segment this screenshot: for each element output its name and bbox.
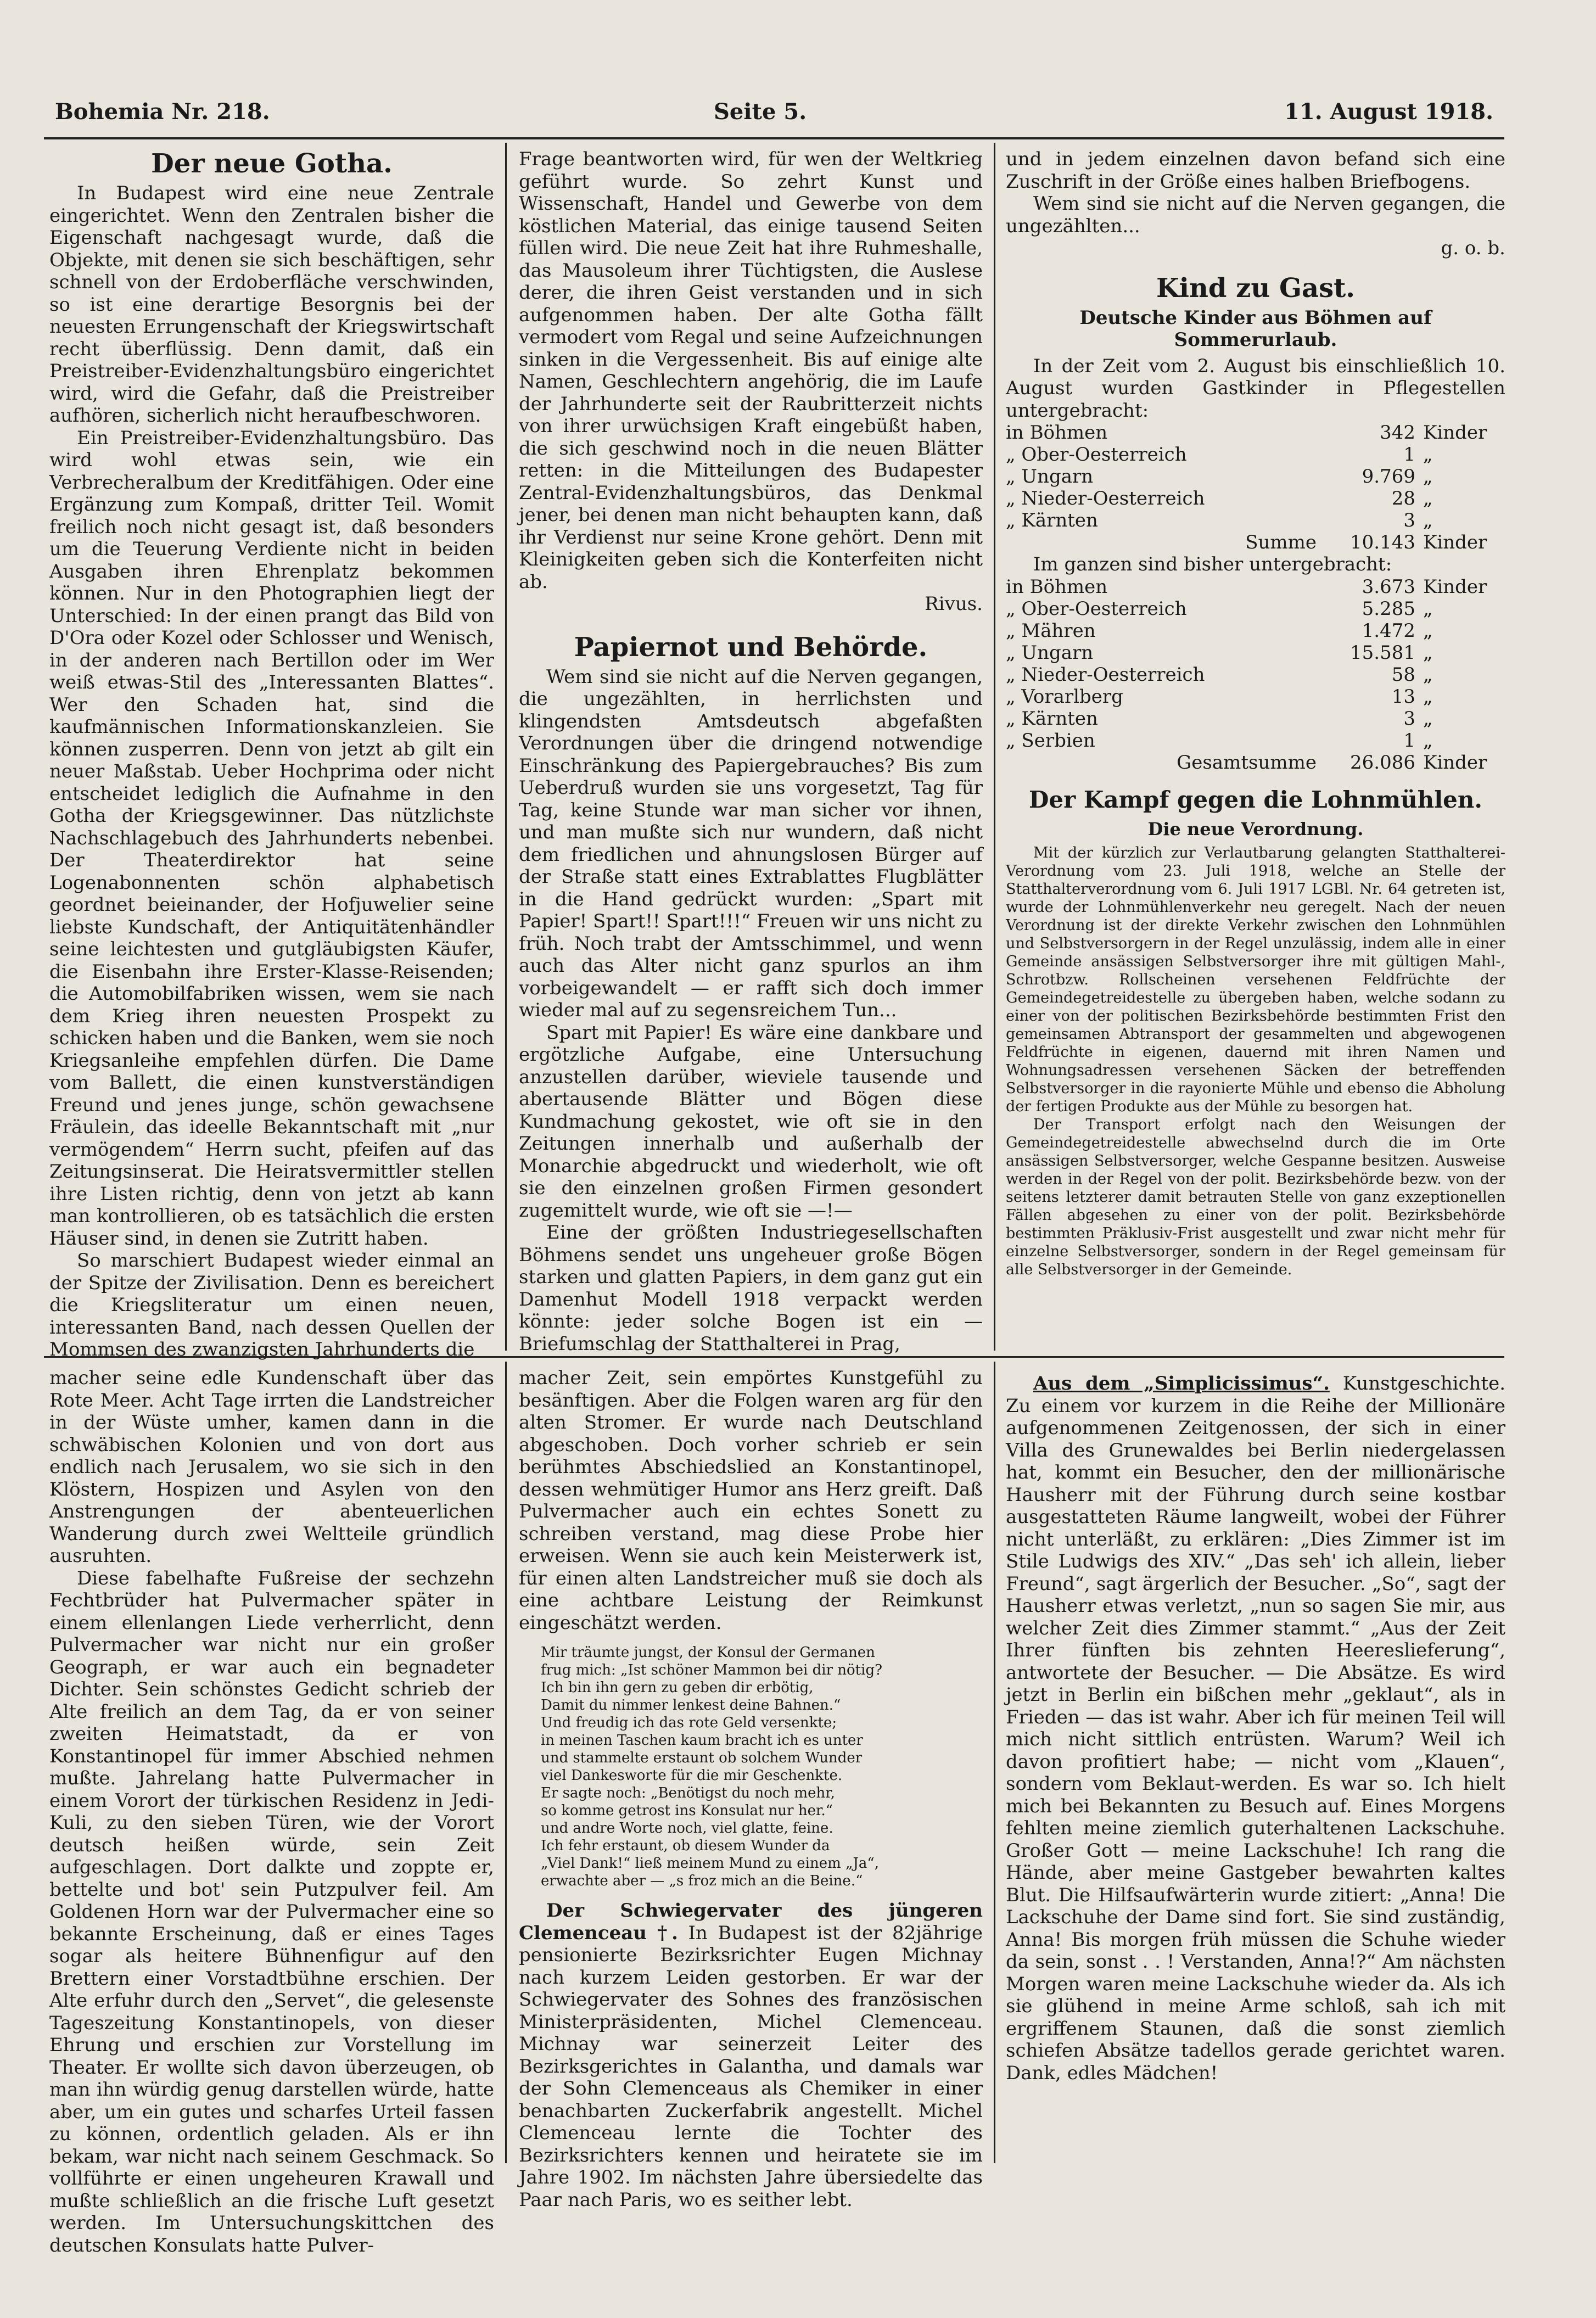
- paragraph: Im ganzen sind bisher untergebracht:: [1033, 553, 1392, 575]
- paragraph: [1006, 1373, 1505, 2084]
- article-title: Kind zu Gast.: [1156, 272, 1355, 304]
- table-cell-number: 1.472: [1362, 619, 1415, 642]
- table-row: [1006, 708, 1505, 730]
- page-header: [55, 99, 1493, 132]
- table-cell-place: in Böhmen: [1006, 422, 1108, 444]
- table-cell-unit: „: [1423, 663, 1433, 686]
- column-rule-2: [994, 143, 995, 1351]
- column-rule-4: [994, 1362, 995, 2163]
- paragraph: Der Transport erfolgt nach den Weisungen der Gemeindegetreidestelle abwechselnd durch die im Orte ansässigen Selbstversorger, welche Gespanne besitzen. Ausweise werden in der Regel von der polit. Bezirksbehörde bezw. von der seitens letzterer damit betrauten Stelle von ganz exzeptionellen Fällen abgesehen zu einer von der polit. Bezirksbehörde bestimmten Präklusiv-Frist ausgestellt und zwar nicht mehr für einzelne Selbstversorger, sondern in der Regel gemeinsam für alle Selbstversorger in der Gemeinde.: [1006, 1116, 1505, 1278]
- table-cell-unit: „: [1423, 488, 1433, 509]
- statistics-table-1: [1006, 422, 1505, 553]
- poem-line: und andre Worte noch, viel glatte, feine.: [541, 1820, 833, 1837]
- paragraph: Wem sind sie nicht auf die Nerven gegangen, die ungezählten, in herrlichsten und klingendsten Amtsdeutsch abgefaßten Verordnungen über die dringend notwendige Einschränkung des Papiergebrauches? Bis zum Ueberdruß wurden sie uns vorgesetzt, Tag für Tag, keine Stunde war man sicher vor ihnen, und man mußte sich nur wundern, daß nicht dem friedlichen und ahnungslosen Bürger auf der Straße statt eines Extrablattes Flugblätter in die Hand gedrückt wurden: „Spart mit Papier! Spart!! Spart!!!“ Freuen wir uns nicht zu früh. Noch trabt der Amtsschimmel, und wenn auch das Alter nicht ganz spurlos an ihm vorbeigewandelt — er rafft sich doch immer wieder mal auf zu segensreichem Tun...: [519, 665, 983, 1021]
- header-rule: [44, 137, 1504, 139]
- news-text: Kunstgeschichte. Zu einem vor kurzem in die Reihe der Millionäre aufgenommenen Zeitgenossen, der sich in einer Villa des Grunewaldes bei Berlin niedergelassen hat, kommt ein Besucher, den der millionärische Hausherr mit der Führung durch seine kostbar ausgestatteten Räume langweilt, wobei der Führer nicht unterläßt, zu erklären: „Dies Zimmer ist im Stile Ludwigs des XIV.“ „Das seh' ich allein, lieber Freund“, sagt ärgerlich der Besucher. „So“, sagt der Hausherr etwas verletzt, „nun so sagen Sie mir, aus welcher Zeit dies Zimmer stammt.“ „Aus der Zeit Ihrer fünften bis zehnten Heereslieferung“, antwortete der Besucher. — Die Absätze. Es wird jetzt in Berlin ein bißchen mehr „geklaut“, als in Frieden — das ist wahr. Aber ich für meinen Teil will mich nicht sittlich entrüsten. Warum? Weil ich davon profitiert habe; — nicht vom „Klauen“, sondern vom Beklaut-werden. Es war so. Ich hielt mich bei Bekannten zu Besuch auf. Eines Morgens fehlten meine ziemlich guterhaltenen Lackschuhe. Großer Gott — meine Lackschuhe! Ich rang die Hände, aber meine Gastgeber bewahrten kaltes Blut. Die Hilfsaufwärterin wurde zitiert: „Anna! Die Lackschuhe der Dame sind fort. Sie sind zuständig, Anna! Bis morgen früh müssen die Schuhe wieder da sein, sonst . . ! Verstanden, Anna!?“ Am nächsten Morgen waren meine Lackschuhe wieder da. Als ich sie glühend in meine Arme schloß, sah ich mit ergriffenem Staunen, daß die sonst ziemlich schiefen Absätze tadellos gerade gerichtet waren. Dank, edles Mädchen!: [1006, 1373, 1506, 2084]
- paragraph: [519, 1900, 983, 2211]
- table-cell-unit: „: [1423, 597, 1433, 620]
- table-cell-place: „ Mähren: [1006, 619, 1096, 642]
- column-3-top: [1006, 148, 1505, 1351]
- table-cell-place: „ Ungarn: [1006, 466, 1094, 488]
- paragraph: Diese fabelhafte Fußreise der sechzehn Fechtbrüder hat Pulvermacher später in einem ellenlangen Liede verherrlicht, denn Pulvermacher war nicht nur ein großer Geograph, er war auch ein begnadeter Dichter. Sein schönstes Gedicht schrieb der Alte freilich an dem Tag, da er von seiner zweiten Heimatstadt, da er von Konstantinopel für immer Abschied nehmen mußte. Jahrelang hatte Pulvermacher in einem Vorort der türkischen Residenz in Jedi-Kuli, zu den sieben Türen, wie der Vorort deutsch heißen würde, sein Zeit aufgeschlagen. Dort dalkte und zoppte er, bettelte und bot' sein Putzpulver feil. Am Goldenen Horn war der Pulvermacher eine so bekannte Erscheinung, daß er eines Tages sogar als heitere Bühnenfigur auf den Brettern einer Vorstadtbühne erschien. Der Alte erfuhr durch den „Servet“, die gelesenste Tageszeitung Konstantinopels, von dieser Ehrung und erschien zur Vorstellung im Theater. Er wollte sich davon überzeugen, ob man ihn würdig genug darstellen würde, hatte aber, um ein gutes und scharfes Urteil fassen zu können, ordentlich geladen. Als er ihn bekam, war nicht nach seinem Geschmack. So vollführte er einen ungeheuren Krawall und mußte schließlich an die frische Luft gesetzt werden. Im Untersuchungskittchen des deutschen Konsulats hatte Pulver-: [49, 1567, 494, 2257]
- poem-line: „Viel Dank!“ ließ meinem Mund zu einem „Ja“,: [541, 1855, 879, 1872]
- poem-line: Ich bin ihn gern zu geben dir erbötig,: [541, 1679, 814, 1696]
- table-cell-place: „ Nieder-Oesterreich: [1006, 488, 1205, 509]
- paragraph: macher seine edle Kundenschaft über das Rote Meer. Acht Tage irrten die Landstreicher in der Wüste umher, kamen dann in die schwäbischen Kolonien und von dort aus endlich nach Jerusalem, wo sie sich in den Klöstern, Hospizen und Asylen von den Anstrengungen der abenteuerlichen Wanderung durch zwei Weltteile gründlich ausruhten.: [49, 1367, 494, 1567]
- table-row: [1006, 598, 1505, 620]
- poem-line: Mir träumte jungst, der Konsul der Germanen: [541, 1644, 875, 1661]
- paragraph: Spart mit Papier! Es wäre eine dankbare und ergötzliche Aufgabe, eine Untersuchung anzustellen darüber, wieviele tausende und abertausende Blätter und Bögen diese Kundmachung gekostet, wie oft sie in den Zeitungen innerhalb und außerhalb der Monarchie abgedruckt und wiederholt, wie oft sie den einzelnen großen Firmen gesondert zugemittelt wurde, wie oft sie —!—: [519, 1021, 983, 1222]
- table-cell-place: „ Nieder-Oesterreich: [1006, 663, 1205, 686]
- table-cell-unit: „: [1423, 685, 1433, 708]
- author-signature: g. o. b.: [1441, 237, 1505, 259]
- table-cell-number: 1: [1403, 729, 1415, 752]
- table-cell-place: „ Ober-Oesterreich: [1006, 444, 1187, 466]
- sum-label: Gesamtsumme: [1177, 751, 1317, 774]
- poem: [541, 1644, 983, 1890]
- header-page-number: Seite 5.: [714, 99, 807, 125]
- table-row: [1006, 509, 1505, 531]
- table-cell-number: 1: [1403, 444, 1415, 466]
- table-cell-number: 58: [1391, 663, 1415, 686]
- poem-line: in meinen Taschen kaum bracht ich es unter: [541, 1732, 863, 1749]
- table-cell-place: „ Ungarn: [1006, 641, 1094, 664]
- table-cell-number: 28: [1391, 488, 1415, 509]
- poem-line: Und freudig ich das rote Geld versenkte;: [541, 1715, 837, 1731]
- table-cell-number: 13: [1391, 685, 1415, 708]
- table-cell-number: 15.581: [1350, 641, 1415, 664]
- news-text: In Budapest ist der 82jährige pensionierte Bezirksrichter Eugen Michnay nach kurzem Leiden gestorben. Er war der Schwiegervater des Sohnes des französischen Ministerpräsidenten, Michel Clemenceau. Michnay war seinerzeit Leiter des Bezirksgerichtes in Galantha, und damals war der Sohn Clemenceaus als Chemiker in einer benachbarten Zuckerfabrik angestellt. Michel Clemenceau lernte die Tochter des Bezirksrichters kennen und heiratete sie im Jahre 1902. Im nächsten Jahre übersiedelte das Paar nach Paris, wo es seither lebt.: [519, 1922, 983, 2211]
- author-signature: Rivus.: [925, 593, 983, 615]
- header-date: 11. August 1918.: [1284, 99, 1493, 125]
- paragraph: macher Zeit, sein empörtes Kunstgefühl zu besänftigen. Aber die Folgen waren arg für den alten Stromer. Er wurde nach Deutschland abgeschoben. Doch vorher schrieb er sein berühmtes Abschiedslied an Konstantinopel, dessen wehmütiger Humor ans Herz greift. Daß Pulvermacher auch ein echtes Sonett zu schreiben verstand, mag diese Probe hier erweisen. Wenn sie auch kein Meisterwerk ist, für einen alten Landstreicher muß sie doch als eine achtbare Leistung der Reimkunst eingeschätzt werden.: [519, 1367, 983, 1634]
- sum-label: Summe: [1245, 531, 1317, 553]
- news-lead: Aus dem „Simplicissimus“.: [1033, 1373, 1330, 1395]
- table-row: [1006, 488, 1505, 509]
- table-cell-unit: „: [1423, 707, 1433, 730]
- table-row: [1006, 664, 1505, 686]
- poem-line: Er sagte noch: „Benötigst du noch mehr,: [541, 1785, 836, 1801]
- sum-unit: Kinder: [1423, 751, 1487, 774]
- poem-line: viel Dankesworte für die mir Geschenkte.: [541, 1767, 843, 1784]
- article-subtitle: Deutsche Kinder aus Böhmen auf Sommerurlaub.: [1079, 306, 1432, 351]
- table-cell-place: „ Ober-Oesterreich: [1006, 597, 1187, 620]
- table-row: [1006, 466, 1505, 488]
- news-lead: Der Schwiegervater des jüngeren Clemenceau †.: [519, 1900, 983, 1944]
- table-cell-unit: „: [1423, 619, 1433, 642]
- paragraph: Frage beantworten wird, für wen der Weltkrieg geführt wurde. So zehrt Kunst und Wissenschaft, Handel und Gewerbe von dem köstlichen Material, das einige tausend Seiten füllen wird. Die neue Zeit hat ihre Ruhmeshalle, das Mausoleum ihrer Tüchtigsten, die Auslese derer, die ihren Geist verstanden und in sich aufgenommen haben. Der alte Gotha fällt vermodert vom Regal und seine Aufzeichnungen sinken in die Vergessenheit. Bis auf einige alte Namen, Geschlechtern angehörig, die im Laufe der Jahrhunderte seit der Raubritterzeit nichts von ihrer urwüchsigen Kraft eingebüßt haben, die sich geschwind noch in die neuen Blätter retten: in die Mitteilungen des Budapester Zentral-Evidenzhaltungsbüros, das Denkmal jener, bei denen man nicht behaupten kann, daß ihr Verdienst nur seine Krone gehört. Denn mit Kleinigkeiten geben sich die Konterfeiten nicht ab.: [519, 148, 983, 593]
- table-cell-unit: „: [1423, 641, 1433, 664]
- header-paper-number: Bohemia Nr. 218.: [55, 99, 270, 125]
- article-title: Papiernot und Behörde.: [574, 631, 928, 663]
- table-cell-unit: „: [1423, 444, 1433, 466]
- column-2-top: [519, 148, 983, 1355]
- article-subtitle: Die neue Verordnung.: [1147, 818, 1364, 839]
- newspaper-page: [44, 82, 1559, 2273]
- paragraph: In Budapest wird eine neue Zentrale eingerichtet. Wenn den Zentralen bisher die Eigenschaft nachgesagt wurde, daß die Objekte, mit denen sie sich beschäftigen, sehr schnell von der Erdoberfläche verschwinden, so ist eine derartige Besorgnis bei der neuesten Errungenschaft der Kriegswirtschaft recht überflüssig. Denn damit, daß ein Preistreiber-Evidenzhaltungsbüro eingerichtet wird, wird die Gefahr, daß die Preistreiber aufhören, sicherlich nicht heraufbeschworen.: [49, 182, 494, 427]
- paragraph: und in jedem einzelnen davon befand sich eine Zuschrift in der Größe eines halben Briefbogens.: [1006, 148, 1505, 193]
- sum-value: 26.086: [1350, 751, 1415, 774]
- paragraph: Ein Preistreiber-Evidenzhaltungsbüro. Das wird wohl etwas sein, wie ein Verbrecheralbum der Kreditfähigen. Oder eine Ergänzung zum Kompaß, dritter Teil. Womit freilich noch nicht gesagt ist, daß besonders um die Teuerung Verdiente nicht in beiden Ausgaben ihren Ehrenplatz bekommen können. Nur in den Photographien liegt der Unterschied: In der einen prangt das Bild von D'Ora oder Kozel oder Schlosser und Wenisch, in der anderen nach Bertillon oder im Wer weiß etwas-Stil des „Interessanten Blattes“. Wer den Schaden hat, sind die kaufmännischen Informationskanzleien. Sie können zusperren. Denn von jetzt ab gilt ein neuer Maßstab. Ueber Hochprima oder nicht entscheidet lediglich die Aufnahme in den Gotha der Kriegsgewinner. Das nützlichste Nachschlagebuch des Jahrhunderts nebenbei. Der Theaterdirektor hat seine Logenabonnenten schön alphabetisch geordnet beieinander, der Hofjuwelier seine liebste Kundschaft, der Antiquitätenhändler seine leichtesten und gutgläubigsten Käufer, die Eisenbahn ihre Erster-Klasse-Reisenden; die Automobilfabriken wissen, wem sie nach dem Krieg ihren neuesten Prospekt zu schicken haben und die Banken, wem sie noch Kriegsanleihe empfehlen dürfen. Die Dame vom Ballett, die einen kunstverständigen Freund und jenes junge, schön gewachsene Fräulein, das ideelle Bekanntschaft mit „nur vermögendem“ Herrn sucht, pfeifen auf das Zeitungsinserat. Die Heiratsvermittler stellen ihre Listen richtig, denn von jetzt ab kann man kontrollieren, ob es tatsächlich die ersten Häuser sind, in denen sie Zutritt haben.: [49, 427, 494, 1250]
- table-cell-unit: „: [1423, 729, 1433, 752]
- table-cell-number: 3: [1403, 707, 1415, 730]
- table-row: [1006, 686, 1505, 708]
- table-sum-row: [1006, 752, 1505, 774]
- table-row: [1006, 620, 1505, 642]
- statistics-table-2: [1006, 576, 1505, 774]
- table-cell-number: 5.285: [1362, 597, 1415, 620]
- table-cell-place: „ Serbien: [1006, 729, 1095, 752]
- article-der-neue-gotha: [49, 148, 494, 1360]
- bottom-column-3: [1006, 1367, 1505, 2163]
- poem-line: erwachte aber — „s froz mich an die Beine.“: [541, 1873, 863, 1889]
- poem-line: Ich fehr erstaunt, ob diesem Wunder da: [541, 1838, 830, 1854]
- sum-unit: Kinder: [1423, 531, 1487, 553]
- column-rule-3: [505, 1362, 507, 2163]
- table-row: [1006, 444, 1505, 466]
- paragraph: Eine der größten Industriegesellschaften Böhmens sendet uns ungeheuer große Bögen starken und glatten Papiers, in dem ganz gut ein Damenhut Modell 1918 verpackt werden könnte: jeder solche Bogen ist ein — Briefumschlag der Statthalterei in Prag,: [519, 1222, 983, 1355]
- table-row: [1006, 730, 1505, 752]
- poem-line: Damit du nimmer lenkest deine Bahnen.“: [541, 1697, 841, 1714]
- table-cell-place: „ Kärnten: [1006, 707, 1098, 730]
- table-cell-number: 342: [1380, 422, 1415, 444]
- table-row: [1006, 642, 1505, 664]
- table-cell-place: „ Kärnten: [1006, 509, 1098, 531]
- table-cell-unit: Kinder: [1423, 422, 1487, 444]
- table-row: [1006, 576, 1505, 598]
- poem-line: so komme getrost ins Konsulat nur her.“: [541, 1802, 833, 1819]
- table-sum-row: [1006, 531, 1505, 553]
- table-cell-place: „ Vorarlberg: [1006, 685, 1123, 708]
- paragraph: Wem sind sie nicht auf die Nerven gegangen, die ungezählten...: [1006, 193, 1505, 237]
- table-cell-number: 3.673: [1362, 575, 1415, 598]
- poem-line: frug mich: „Ist schöner Mammon bei dir nötig?: [541, 1662, 883, 1678]
- table-cell-number: 3: [1403, 509, 1415, 531]
- table-cell-number: 9.769: [1362, 466, 1415, 488]
- poem-line: und stammelte erstaunt ob solchem Wunder: [541, 1750, 863, 1766]
- bottom-column-1: [49, 1367, 494, 2257]
- table-cell-unit: „: [1423, 466, 1433, 488]
- paragraph: In der Zeit vom 2. August bis einschließlich 10. August wurden Gastkinder in Pflegestellen untergebracht:: [1006, 355, 1505, 422]
- bottom-column-2: [519, 1367, 983, 2211]
- table-cell-place: in Böhmen: [1006, 575, 1108, 598]
- paragraph: Mit der kürzlich zur Verlautbarung gelangten Statthalterei-Verordnung vom 23. Juli 1918, welche an Stelle der Statthalterverordnung vom 6. Juli 1917 LGBl. Nr. 64 getreten ist, wurde der Lohnmühlenverkehr neu geregelt. Nach der neuen Verordnung ist der direkte Verkehr zwischen den Lohnmühlen und Selbstversorgern in der Regel unzulässig, indem alle in einer Gemeinde ansässigen Selbstversorger ihre mit gültigen Mahl-, Schrotbzw. Rollscheinen versehenen Feldfrüchte der Gemeindegetreidestelle zu übergeben haben, welche sodann zu einer von der politischen Bezirksbehörde bestimmten Frist den gemeinsamen Abtransport der gesammelten und abgewogenen Feldfrüchte in eigenen, dauernd mit ihren Namen und Wohnungsadressen versehenen Säcken der betreffenden Selbstversorger in die rayonierte Mühle und ebenso die Abholung der fertigen Produkte aus der Mühle zu besorgen hat.: [1006, 844, 1505, 1115]
- table-cell-unit: Kinder: [1423, 575, 1487, 598]
- paragraph: So marschiert Budapest wieder einmal an der Spitze der Zivilisation. Denn es bereichert die Kriegsliteratur um einen neuen, interessanten Band, nach dessen Quellen der Mommsen des zwanzigsten Jahrhunderts die: [49, 1250, 494, 1360]
- table-row: [1006, 422, 1505, 444]
- article-title: Der neue Gotha.: [151, 148, 393, 179]
- column-rule-1: [505, 143, 507, 1351]
- table-cell-unit: „: [1423, 509, 1433, 531]
- sum-value: 10.143: [1350, 531, 1415, 553]
- article-title: Der Kampf gegen die Lohnmühlen.: [1028, 786, 1483, 813]
